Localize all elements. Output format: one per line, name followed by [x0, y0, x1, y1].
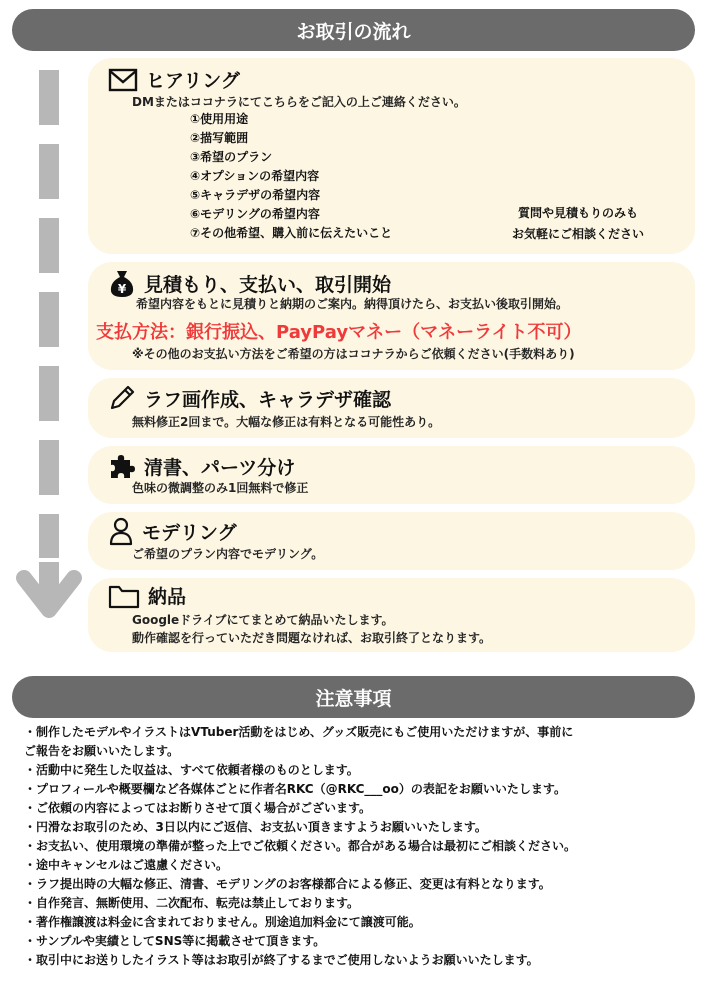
arrow-down-icon [16, 562, 82, 634]
step-title: 見積もり、支払い、取引開始 [144, 273, 392, 296]
notes-header [12, 676, 695, 718]
step-description: 動作確認を行っていただき問題なければ、お取引終了となります。 [132, 631, 492, 645]
step-title-row [108, 66, 240, 93]
list-item: ①使用用途 [190, 112, 249, 126]
step-description: Googleドライブにてまとめて納品いたします。 [132, 613, 394, 627]
timeline-dash [39, 292, 59, 347]
step-title-row [108, 582, 186, 609]
note-item: ・円滑なお取引のため、3日以内にご返信、お支払い頂きますようお願いいたします。 [24, 820, 487, 834]
note-item: ・活動中に発生した収益は、すべて依頼者様のものとします。 [24, 763, 359, 777]
hearing-item-list [190, 110, 392, 243]
step-card-cleanup [88, 446, 695, 504]
notes-list [24, 723, 696, 970]
notes-header-title: 注意事項 [315, 687, 392, 710]
step-card-modeling [88, 512, 695, 570]
step-description: 希望内容をもとに見積りと納期のご案内。納得頂けたら、お支払い後取引開始。 [136, 297, 569, 311]
flow-header [12, 9, 695, 51]
step-title: 納品 [148, 586, 187, 608]
payment-note: ※その他のお支払い方法をご希望の方はココナラからご依頼ください(手数料あり) [132, 347, 575, 361]
person-icon [108, 516, 134, 546]
step-description: 無料修正2回まで。大幅な修正は有料となる可能性あり。 [132, 415, 441, 429]
list-item: ②描写範囲 [190, 131, 249, 145]
step-title: 清書、パーツ分け [144, 456, 296, 479]
puzzle-icon [108, 452, 136, 480]
list-item: ⑥モデリングの希望内容 [190, 207, 320, 221]
step-card-rough [88, 378, 695, 438]
folder-icon [108, 583, 140, 609]
consultation-note-line: 質問や見積もりのみも [518, 206, 639, 220]
step-card-estimate [88, 262, 695, 370]
timeline-dash [39, 70, 59, 125]
timeline-dash [39, 218, 59, 273]
list-item: ③希望のプラン [190, 150, 273, 164]
list-item: ⑤キャラデザの希望内容 [190, 188, 321, 202]
flow-header-title: お取引の流れ [296, 20, 411, 43]
note-item: ・お支払い、使用環境の準備が整った上でご依頼ください。都合がある場合は最初にご相談ください。 [24, 839, 577, 853]
note-item: ・制作したモデルやイラストはVTuber活動をはじめ、グッズ販売にもご使用いただけますが、事前に [24, 725, 574, 739]
step-description: 色味の微調整のみ1回無料で修正 [132, 481, 309, 495]
timeline-dash [39, 366, 59, 421]
note-item: ・著作権譲渡は料金に含まれておりません。別途追加料金にて譲渡可能。 [24, 915, 421, 929]
note-item: ・自作発言、無断使用、二次配布、転売は禁止しております。 [24, 896, 360, 910]
note-item: ・サンプルや実績としてSNS等に掲載させて頂きます。 [24, 934, 326, 948]
step-title: ラフ画作成、キャラデザ確認 [144, 388, 392, 411]
timeline-dash [39, 144, 59, 199]
timeline [36, 66, 76, 638]
money-bag-icon [108, 268, 136, 298]
pencil-icon [108, 384, 136, 412]
timeline-dash [39, 514, 59, 558]
consultation-note-line: お気軽にご相談ください [512, 227, 645, 241]
step-title-row [108, 516, 237, 546]
timeline-dash [39, 440, 59, 495]
note-item: ご報告をお願いいたします。 [24, 744, 180, 758]
note-item: ・ラフ提出時の大幅な修正、清書、モデリングのお客様都合による修正、変更は有料となります。 [24, 877, 551, 891]
step-title: ヒアリング [146, 70, 240, 92]
list-item: ④オプションの希望内容 [190, 169, 320, 183]
step-description: DMまたはココナラにてこちらをご記入の上ご連絡ください。 [132, 95, 466, 109]
step-card-delivery [88, 578, 695, 652]
consultation-note [512, 203, 644, 245]
list-item: ⑦その他希望、購入前に伝えたいこと [190, 226, 393, 240]
mail-icon [108, 68, 138, 92]
step-title: モデリング [142, 521, 237, 544]
step-card-hearing [88, 58, 695, 254]
payment-methods: 支払方法：銀行振込、PayPayマネー（マネーライト不可） [96, 322, 582, 343]
note-item: ・ご依頼の内容によってはお断りさせて頂く場合がございます。 [24, 801, 372, 815]
note-item: ・取引中にお送りしたイラスト等はお取引が終了するまでご使用しないようお願いいたします。 [24, 953, 539, 967]
step-description: ご希望のプラン内容でモデリング。 [132, 547, 324, 561]
step-title-row [108, 384, 391, 412]
note-item: ・途中キャンセルはご遠慮ください。 [24, 858, 229, 872]
svg-text:¥: ¥ [117, 282, 127, 296]
note-item: ・プロフィールや概要欄など各媒体ごとに作者名RKC（@RKC___oo）の表記をお願いいたします。 [24, 782, 566, 796]
step-title-row [108, 452, 295, 480]
